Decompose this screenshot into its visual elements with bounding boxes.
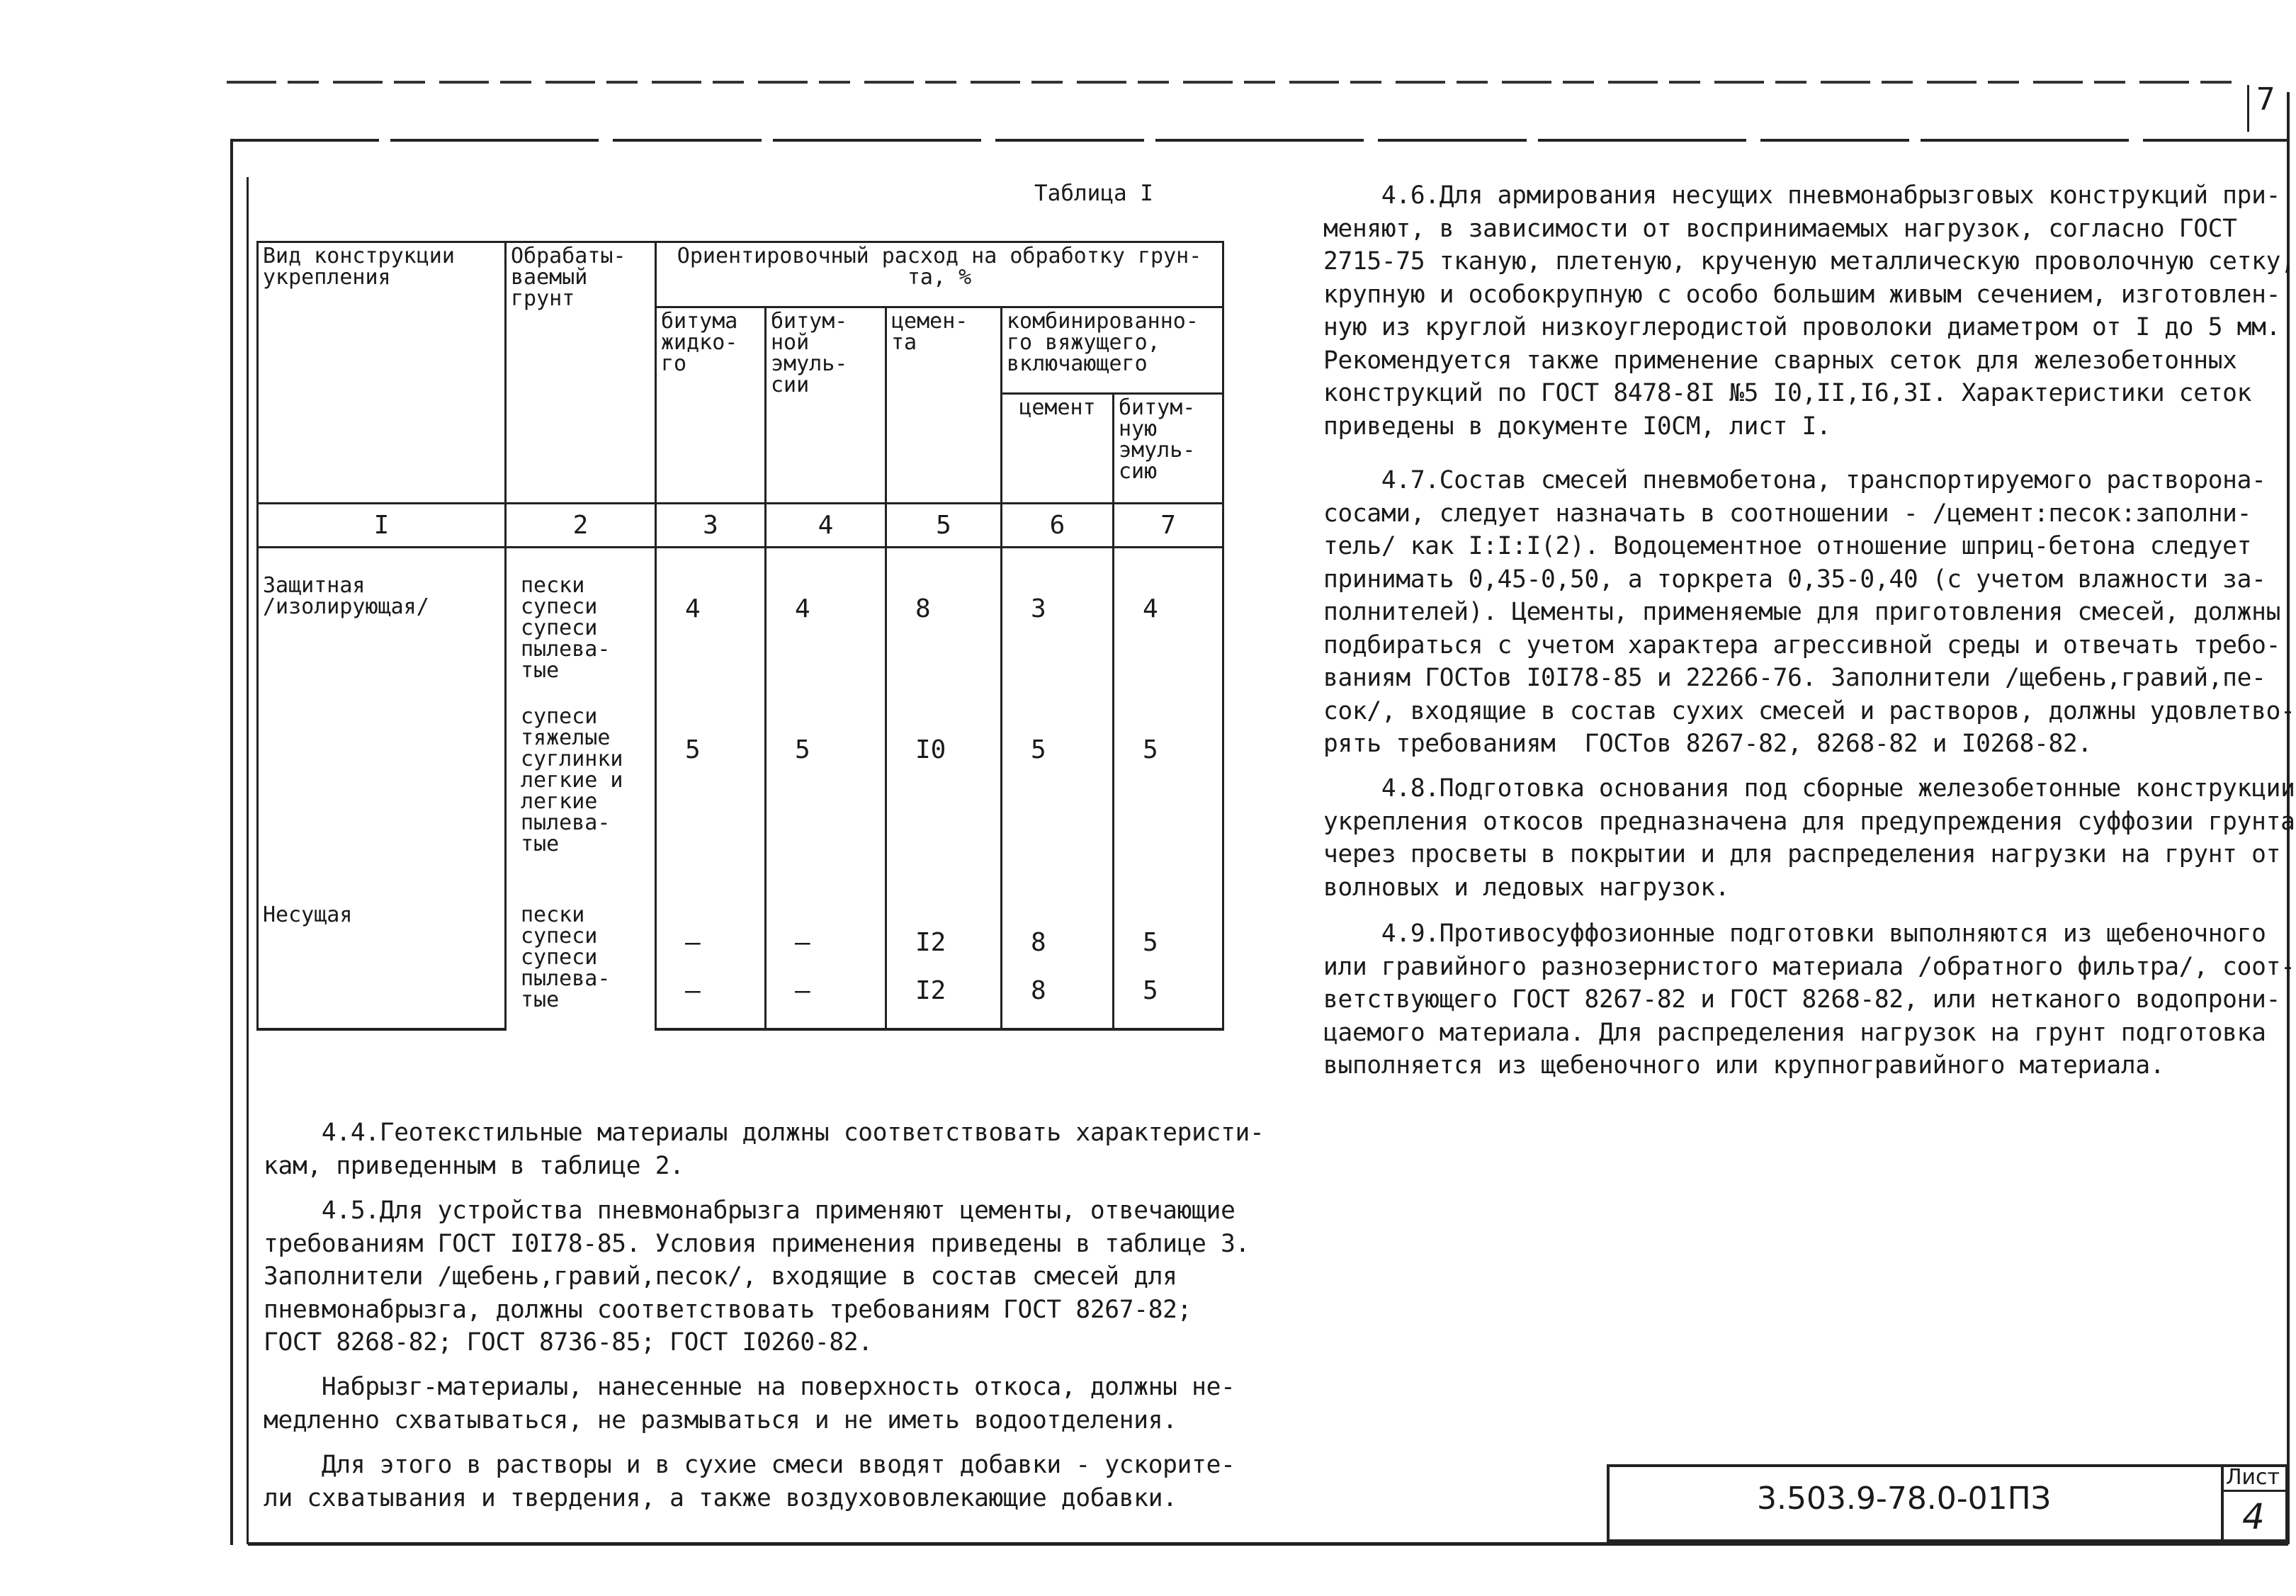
table-cell: 5 xyxy=(766,703,886,902)
paragraph-4-5: 4.5.Для устройства пневмонабрызга применяют цементы, отвечающие требованиям ГОСТ I0I78-85. Условия применения приведены в таблице 3. Заполнители /щебень,гравий,песок/, входящие в состав смесей для пневмонабрызга, должны соответствовать требованиям ГОСТ 8267-82; ГОСТ 8268-82; ГОСТ 8736-85; ГОСТ I0260-82. xyxy=(264,1196,1250,1357)
table-cell: – xyxy=(766,966,886,1029)
paragraph-4-9: 4.9.Противосуффозионные подготовки выполняются из щебеночного или гравийного разнозернистого материала /обратного фильтра/, соот- ветствующего ГОСТ 8267-82 и ГОСТ 8268-82, или нетканого водопрони- цаемого материала. Для распределения нагрузок на грунт подготовка выполняется из щебеночного или крупногравийного материала. xyxy=(1323,919,2295,1080)
table-1 xyxy=(256,241,1224,1031)
sheet-number: 4 xyxy=(2242,1496,2265,1537)
frame-inner-left-line xyxy=(247,177,249,1544)
paragraph-4-7: 4.7.Состав смесей пневмобетона, транспортируемого растворона- сосами, следует назначать в соотношении - /цемент:песок:заполни- тель/ как I:I:I(2). Водоцементное отношение шприц-бетона следует принимать 0,45-0,50, а торкрета 0,35-0,40 (с учетом влажности за- полнителей). Цементы, применяемые для приготовления смесей, должны подбираться с учетом характера агрессивной среды и отвечать требо- ваниям ГОСТов I0I78-85 и 22266-76. Заполнители /щебень,гравий,пе- сок/, входящие в состав сухих смесей и растворов, должны удовлетво- рять требованиям ГОСТов 8267-82, 8268-82 и I0268-82. xyxy=(1323,466,2295,758)
table-cell: 5 xyxy=(1114,703,1223,902)
header-emulsion: битум- ной эмуль- сии xyxy=(766,307,886,504)
column-number: 5 xyxy=(886,504,1002,548)
row-type: Защитная /изолирующая/ xyxy=(258,548,506,703)
row-type: Несущая xyxy=(258,902,506,966)
table-cell: 5 xyxy=(1114,902,1223,966)
column-number: 6 xyxy=(1002,504,1114,548)
table-cell: 8 xyxy=(886,548,1002,703)
column-number: 3 xyxy=(656,504,766,548)
table-cell: 8 xyxy=(1002,902,1114,966)
table-cell: 8 xyxy=(1002,966,1114,1029)
header-soil: Обрабаты- ваемый грунт xyxy=(506,242,656,504)
frame-top-line xyxy=(230,139,2288,142)
row-type xyxy=(258,966,506,1029)
title-block-sheet-rule xyxy=(2221,1490,2288,1492)
column-number: 7 xyxy=(1114,504,1223,548)
table-cell: I2 xyxy=(886,902,1002,966)
header-construction-type: Вид конструкции укрепления xyxy=(258,242,506,504)
header-cement: цемен- та xyxy=(886,307,1002,504)
title-block-divider xyxy=(2221,1464,2224,1542)
table-cell: – xyxy=(656,902,766,966)
document-code: 3.503.9-78.0-01ПЗ xyxy=(1757,1481,2051,1517)
row-soil: пески супеси супеси пылева- тые xyxy=(506,902,656,1029)
top-edge-dashed-line xyxy=(227,81,2239,84)
table-caption: Таблица I xyxy=(1034,181,1153,206)
column-number: I xyxy=(258,504,506,548)
table-cell: 5 xyxy=(1114,966,1223,1029)
header-combined-emulsion: битум- ную эмуль- сию xyxy=(1114,394,1223,504)
sheet-label: Лист xyxy=(2226,1465,2280,1490)
column-number: 4 xyxy=(766,504,886,548)
table-cell: 3 xyxy=(1002,548,1114,703)
corner-page-number: 7 xyxy=(2256,81,2275,118)
table-cell: 4 xyxy=(1114,548,1223,703)
table-cell: I0 xyxy=(886,703,1002,902)
paragraph-dobavki: Для этого в растворы и в сухие смеси вводят добавки - ускорите- ли схватывания и твердения, а также воздухововлекающие добавки. xyxy=(264,1451,1235,1512)
paragraph-4-6: 4.6.Для армирования несущих пневмонабрызговых конструкций при- меняют, в зависимости от воспринимаемых нагрузок, согласно ГОСТ 2715-75 тканую, плетеную, крученую металлическую проволочную сетку, крупную и особокрупную с особо большим живым сечением, изготовлен- ную из круглой низкоуглеродистой проволоки диаметром от I до 5 мм. Рекомендуется также применение сварных сеток для железобетонных конструкций по ГОСТ 8478-8I №5 I0,II,I6,3I. Характеристики сеток приведены в документе I0СМ, лист I. xyxy=(1323,181,2295,441)
frame-bottom-line xyxy=(248,1542,2288,1546)
column-number: 2 xyxy=(506,504,656,548)
paragraph-4-4: 4.4.Геотекстильные материалы должны соответствовать характеристи- кам, приведенным в таблице 2. xyxy=(264,1119,1265,1180)
table-cell: 5 xyxy=(1002,703,1114,902)
table-cell: – xyxy=(766,902,886,966)
paragraph-nabryzg: Набрызг-материалы, нанесенные на поверхность откоса, должны не- медленно схватываться, не размываться и не иметь водоотделения. xyxy=(264,1373,1235,1434)
row-type xyxy=(258,703,506,902)
table-cell: 5 xyxy=(656,703,766,902)
corner-tick xyxy=(2247,85,2249,132)
row-soil: пески супеси супеси пылева- тые xyxy=(506,548,656,703)
table-cell: 4 xyxy=(766,548,886,703)
paragraph-4-8: 4.8.Подготовка основания под сборные железобетонные конструкции укрепления откосов предназначена для предупреждения суффозии грунта через просветы в покрытии и для распределения нагрузки на грунт от волновых и ледовых нагрузок. xyxy=(1323,774,2295,902)
table-cell: 4 xyxy=(656,548,766,703)
row-soil: супеси тяжелые суглинки легкие и легкие пылева- тые xyxy=(506,703,656,902)
table-cell: – xyxy=(656,966,766,1029)
header-combined-cement: цемент xyxy=(1002,394,1114,504)
header-consumption-group: Ориентировочный расход на обработку грун- та, % xyxy=(656,242,1223,307)
table-cell: I2 xyxy=(886,966,1002,1029)
frame-left-line xyxy=(230,139,233,1545)
header-bitumen: битума жидко- го xyxy=(656,307,766,504)
header-combined: комбинированно- го вяжущего, включающего xyxy=(1002,307,1223,394)
